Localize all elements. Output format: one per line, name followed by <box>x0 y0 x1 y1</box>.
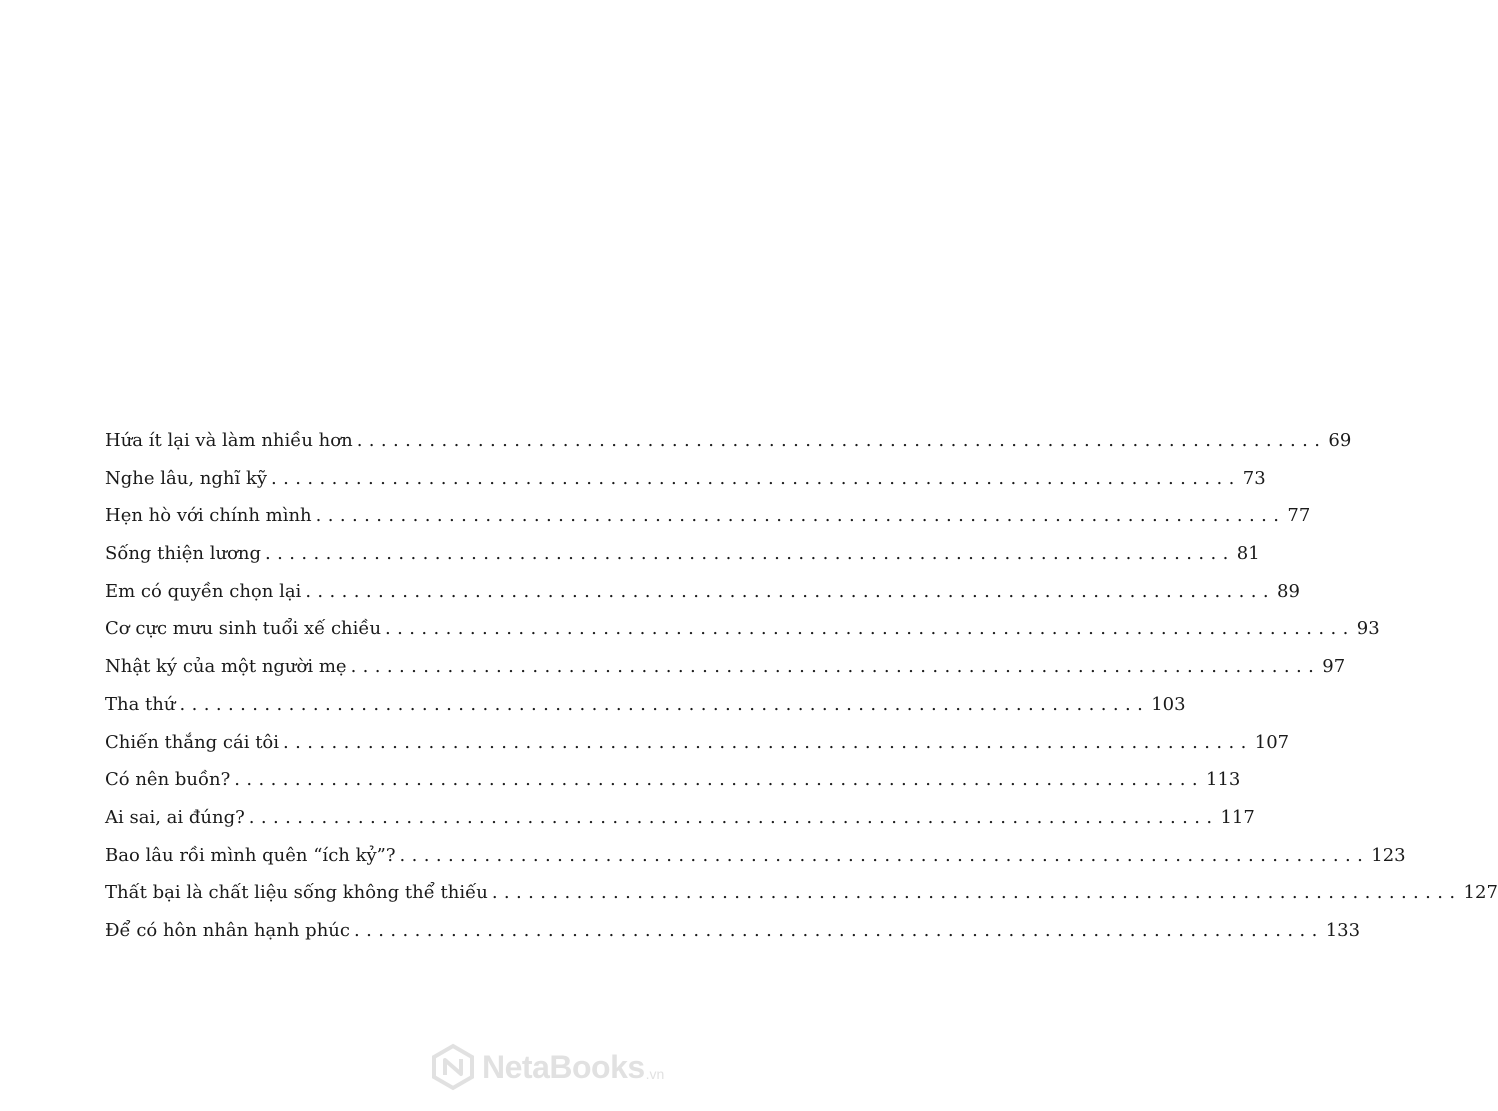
toc-entry <box>105 912 1361 950</box>
toc-entry <box>105 535 1260 573</box>
toc-entry-page: 69 <box>1328 430 1352 451</box>
toc-entry <box>105 497 1311 535</box>
toc-leader-dots: ................................................................................ <box>315 505 1286 527</box>
toc-entry <box>105 761 1241 799</box>
toc-entry-page: 123 <box>1371 844 1406 866</box>
toc-entry-title: Nhật ký của một người mẹ <box>105 656 347 678</box>
toc-entry-page: 103 <box>1151 693 1186 715</box>
toc-entry-title: Em có quyền chọn lại <box>105 580 302 602</box>
toc-entry-title: Bao lâu rồi mình quên “ích kỷ”? <box>105 844 396 866</box>
toc-entry-page: 81 <box>1236 543 1260 565</box>
toc-entry-title: Tha thứ <box>105 693 176 715</box>
toc-entry <box>105 648 1346 686</box>
toc-entry-title: Thất bại là chất liệu sống không thể thiếu <box>105 882 488 904</box>
toc-leader-dots: ................................................................................ <box>399 844 1370 866</box>
toc-entry-title: Để có hôn nhân hạnh phúc <box>105 919 350 941</box>
toc-entry <box>105 422 1352 460</box>
toc-entry-title: Ai sai, ai đúng? <box>105 806 245 828</box>
toc-entry <box>105 837 1406 875</box>
toc-entry-page: 113 <box>1206 769 1241 791</box>
table-of-contents <box>105 422 1498 950</box>
toc-entry-title: Cơ cực mưu sinh tuổi xế chiều <box>105 618 382 640</box>
watermark-brand: NetaBooks <box>482 1048 645 1085</box>
toc-entry-title: Nghe lâu, nghĩ kỹ <box>105 467 268 489</box>
toc-leader-dots: ................................................................................ <box>179 693 1150 715</box>
toc-leader-dots: ................................................................................ <box>385 618 1355 640</box>
toc-leader-dots: ................................................................................ <box>265 543 1235 565</box>
toc-entry <box>105 573 1300 611</box>
toc-entry-page: 117 <box>1220 806 1255 828</box>
toc-entry-page: 89 <box>1277 580 1300 602</box>
toc-leader-dots: ................................................................................ <box>356 430 1327 451</box>
toc-entry <box>105 724 1290 762</box>
toc-leader-dots: ................................................................................ <box>491 882 1462 904</box>
toc-entry-title: Hẹn hò với chính mình <box>105 505 312 527</box>
toc-entry-page: 133 <box>1325 919 1361 941</box>
toc-leader-dots: ................................................................................ <box>271 467 1241 489</box>
toc-entry-page: 77 <box>1287 505 1311 527</box>
toc-entry-page: 127 <box>1463 882 1498 904</box>
toc-leader-dots: ................................................................................ <box>305 580 1276 602</box>
toc-entry-title: Chiến thắng cái tôi <box>105 731 280 753</box>
toc-entry <box>105 686 1186 724</box>
toc-leader-dots: ................................................................................ <box>234 769 1204 791</box>
toc-entry-title: Hứa ít lại và làm nhiều hơn <box>105 430 353 451</box>
toc-entry <box>105 799 1255 837</box>
toc-entry-page: 97 <box>1322 656 1346 678</box>
toc-entry-page: 73 <box>1242 467 1266 489</box>
toc-entry-title: Có nên buồn? <box>105 769 231 791</box>
toc-entry-page: 93 <box>1356 618 1380 640</box>
toc-leader-dots: ................................................................................ <box>353 919 1324 941</box>
toc-leader-dots: ................................................................................ <box>248 806 1219 828</box>
toc-entry <box>105 610 1380 648</box>
toc-entry <box>105 874 1498 912</box>
watermark-suffix: .vn <box>645 1066 665 1082</box>
netabooks-watermark <box>430 1044 664 1090</box>
toc-entry-page: 107 <box>1254 731 1290 753</box>
toc-leader-dots: ................................................................................ <box>283 731 1253 753</box>
netabooks-logo-icon <box>430 1044 476 1090</box>
toc-leader-dots: ................................................................................ <box>350 656 1321 678</box>
toc-entry <box>105 460 1266 498</box>
toc-entry-title: Sống thiện lương <box>105 543 262 565</box>
